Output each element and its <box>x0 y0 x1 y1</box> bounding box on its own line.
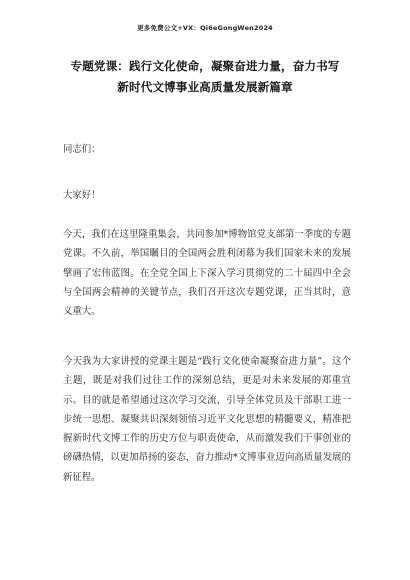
header-note: 更多免费公文+VX：Qi6eGongWen2024 <box>137 24 273 32</box>
body-paragraph-1: 今天，我们在这里隆重集会，共同参加*博物馆党支部第一季度的专题党课。不久前，举国瞩目的全国两会胜利闭幕为我们国家未来的发展擘画了宏伟蓝图。在全党全国上下深入学习贯彻党的二十届四中全会与全国两会精神的关键节点，我们召开这次专题党课，正当其时，意义重大。 <box>63 229 351 318</box>
title-line-2: 新时代文博事业高质量发展新篇章 <box>117 80 293 94</box>
document-title <box>46 56 364 98</box>
title-line-1: 专题党课：践行文化使命，凝聚奋进力量，奋力书写 <box>70 59 340 73</box>
salutation: 同志们： <box>63 144 101 155</box>
body-paragraph-2: 今天我为大家讲授的党课主题是“践行文化使命凝聚奋进力量”。这个主题，既是对我们过往工作的深刻总结，更是对未来发展的郑重宣示。目的就是希望通过这次学习交流，引导全体党员及干部职工进一步统一思想、凝聚共识深刻领悟习近平文化思想的精髓要义，精准把握新时代文博工作的历史方位与职责使命，从而激发我们干事创业的磅礴热情，以更加昂扬的姿态，奋力推动*文博事业迈向高质量发展的新征程。 <box>63 356 351 483</box>
greeting: 大家好！ <box>63 190 101 201</box>
